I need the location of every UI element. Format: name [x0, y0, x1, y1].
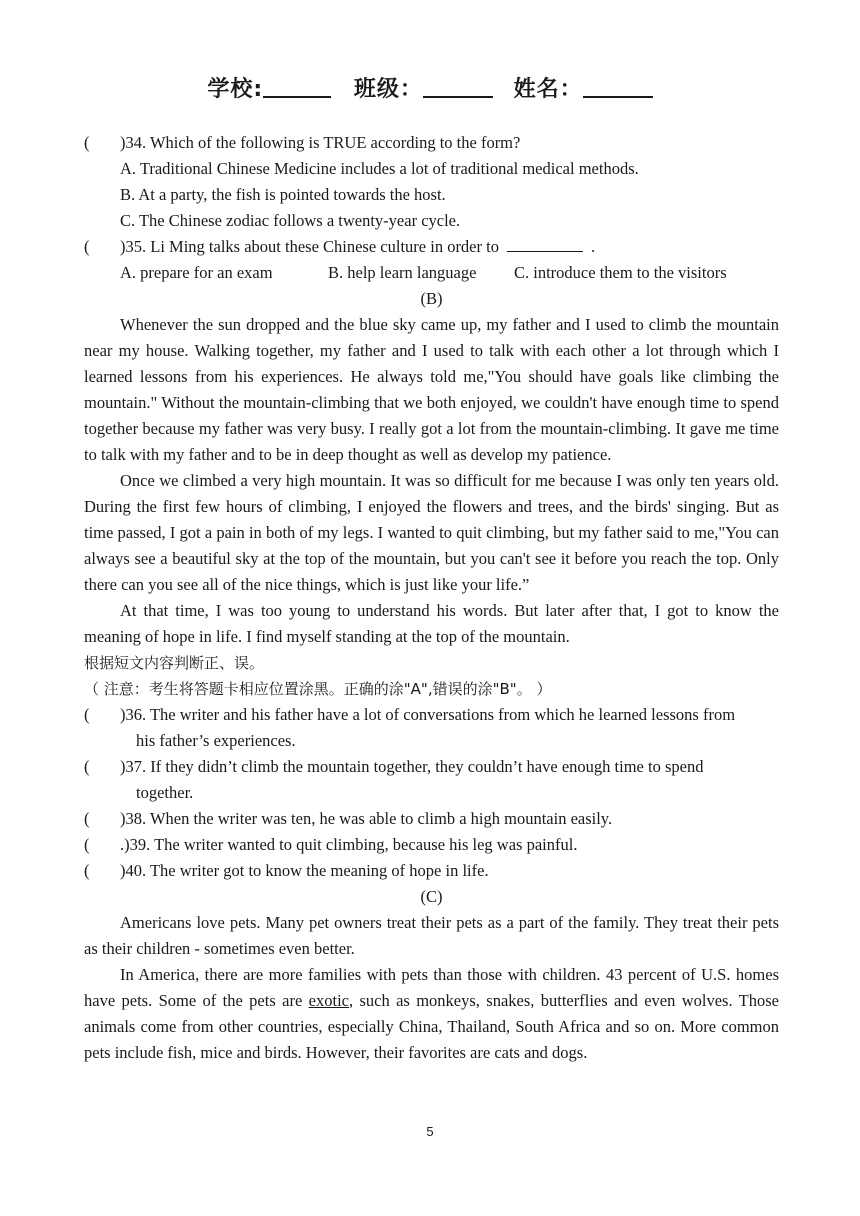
question-36	[84, 702, 779, 728]
underlined-word: exotic	[308, 991, 349, 1010]
q35-option-b: B. help learn language	[328, 263, 477, 282]
class-label: 班级：	[353, 77, 423, 102]
q34-option-b: B. At a party, the fish is pointed towards the host.	[120, 185, 446, 204]
q35-option-c: C. introduce them to the visitors	[514, 263, 727, 282]
answer-paren: (	[84, 861, 90, 880]
section-b-paragraph-3: At that time, I was too young to understand his words. But later after that, I got to know the meaning of hope in life. I find myself standing at the top of the mountain.	[84, 601, 779, 646]
question-stem: )38. When the writer was ten, he was able to climb a high mountain easily.	[120, 809, 613, 828]
answer-paren: (	[84, 757, 90, 776]
exam-content	[84, 130, 779, 1066]
fill-blank	[507, 237, 583, 252]
question-39	[84, 832, 779, 858]
answer-paren: (	[84, 809, 90, 828]
question-stem: )35. Li Ming talks about these Chinese culture in order to	[120, 237, 499, 256]
section-b-instruction: 根据短文内容判断正、误。	[84, 654, 265, 672]
class-blank	[423, 78, 493, 98]
question-end: .	[590, 237, 596, 256]
name-label: 姓名：	[513, 77, 583, 102]
question-stem: )34. Which of the following is TRUE according to the form?	[120, 133, 521, 152]
question-40	[84, 858, 779, 884]
student-info-header	[0, 72, 860, 103]
question-37-continuation: together.	[136, 783, 194, 802]
section-b-title: (B)	[420, 289, 443, 308]
section-b-paragraph-2: Once we climbed a very high mountain. It was so difficult for me because I was only ten years old. During the first few hours of climbing, I enjoyed the flowers and trees, and the birds' singing. But as time passed, I got a pain in both of my legs. I wanted to quit climbing, but my father said to me,"You can always see a beautiful sky at the top of the mountain, but you can't see it before you reach the top. Only there can you see all of the nice things, which is just like your life.”	[84, 471, 779, 594]
paragraph-text: In America, there are more families with pets than those with children. 43 percent of U.S. homes have pets. Some of the pets are	[84, 965, 779, 1010]
section-c-title: (C)	[420, 887, 443, 906]
answer-paren: (	[84, 237, 90, 256]
q35-option-a: A. prepare for an exam	[120, 263, 273, 282]
answer-paren: (	[84, 133, 90, 152]
question-36-continuation: his father’s experiences.	[136, 731, 296, 750]
section-b-note: （ 注意：考生将答题卡相应位置涂黑。正确的涂"A",错误的涂"B"。 ）	[84, 680, 552, 698]
section-c-paragraph-2	[84, 962, 779, 1066]
answer-paren: (	[84, 835, 90, 854]
section-c-paragraph-1: Americans love pets. Many pet owners treat their pets as a part of the family. They treat their pets as their children - sometimes even better.	[84, 913, 779, 958]
question-38	[84, 806, 779, 832]
answer-paren: (	[84, 705, 90, 724]
question-stem: )36. The writer and his father have a lot of conversations from which he learned lessons from	[120, 705, 736, 724]
school-blank	[263, 78, 331, 98]
page-number: 5	[426, 1124, 434, 1139]
paragraph-text: , such as monkeys, snakes, butterflies and even wolves. Those animals come from other countries, especially China, Thailand, South Africa and so on. More common pets include fish, mice and birds. However, their favorites are cats and dogs.	[84, 991, 779, 1062]
question-stem: )37. If they didn’t climb the mountain together, they couldn’t have enough time to spend	[120, 757, 704, 776]
section-b-paragraph-1: Whenever the sun dropped and the blue sky came up, my father and I used to climb the mountain near my house. Walking together, my father and I used to talk with each other a lot through which I learned lessons from his experiences. He always told me,"You should have goals like climbing the mountain." Without the mountain-climbing that we both enjoyed, we couldn't have enough time to spend together because my father was very busy. I really got a lot from the mountain-climbing. It gave me time to talk with my father and to be in deep thought as well as develop my patience.	[84, 315, 779, 464]
question-37	[84, 754, 779, 780]
question-stem: .)39. The writer wanted to quit climbing, because his leg was painful.	[120, 835, 578, 854]
q35-options	[84, 260, 779, 286]
q34-option-c: C. The Chinese zodiac follows a twenty-year cycle.	[120, 211, 461, 230]
question-stem: )40. The writer got to know the meaning of hope in life.	[120, 861, 489, 880]
question-35	[84, 234, 779, 260]
school-label: 学校:	[207, 77, 264, 102]
q34-option-a: A. Traditional Chinese Medicine includes a lot of traditional medical methods.	[120, 159, 639, 178]
name-blank	[583, 78, 653, 98]
question-34	[84, 130, 779, 156]
